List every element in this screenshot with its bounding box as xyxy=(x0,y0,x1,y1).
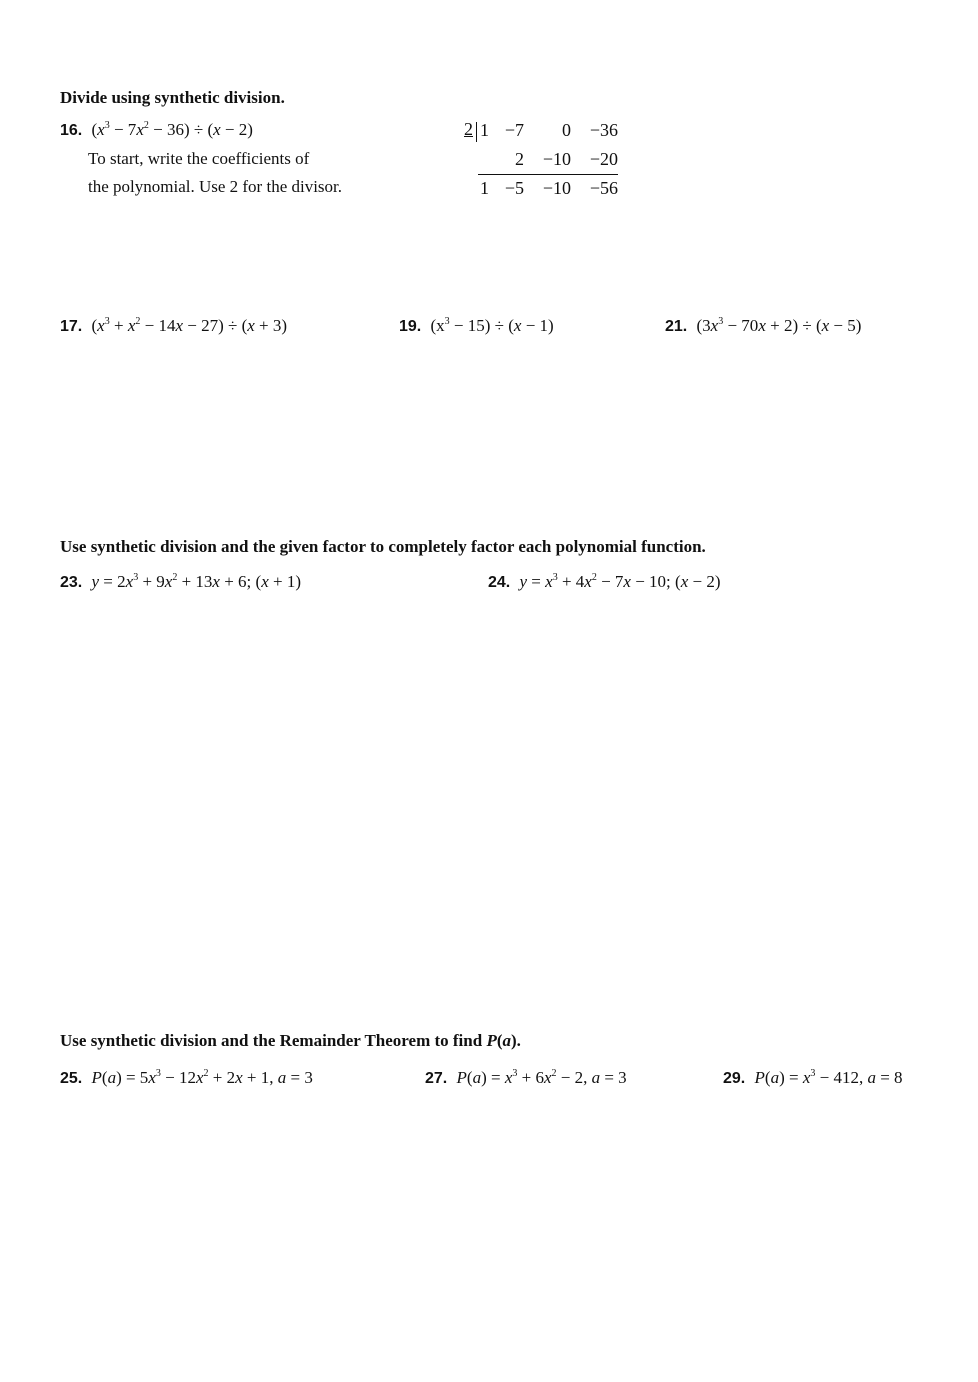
problem-16 xyxy=(60,120,253,140)
problem-expression: $(x^3 - 7x^2 - 36) \div (x - 2)$ xyxy=(91,120,253,139)
row2-cell: −20 xyxy=(589,149,618,169)
problem-expression: $(3x^3 - 70x + 2) \div (x - 5)$ xyxy=(696,316,862,335)
problem-number: 29. xyxy=(723,1070,746,1087)
row3-cell: −10 xyxy=(542,178,571,198)
problem-expression: $P(a) = x^3 - 412$, a = 8 xyxy=(754,1068,903,1087)
problem-number: 24. xyxy=(488,574,511,591)
problem-expression: $P(a) = x^3 + 6x^2 - 2$, a = 3 xyxy=(456,1068,627,1087)
problem-expression: $(x^3 - 15) \div (x - 1)$ xyxy=(430,316,554,335)
row2-cell: 2 xyxy=(515,149,524,169)
problem-21 xyxy=(665,316,861,336)
problem-29 xyxy=(723,1068,903,1088)
heading-text: Use synthetic division and the Remainder Theorem to find xyxy=(60,1031,487,1050)
problem-23 xyxy=(60,572,301,592)
problem-number: 25. xyxy=(60,1070,83,1087)
problem-19 xyxy=(399,316,554,336)
section-heading-2: Use synthetic division and the given factor to completely factor each polynomial function. xyxy=(60,537,706,556)
problem-number: 17. xyxy=(60,318,83,335)
problem-number: 27. xyxy=(425,1070,448,1087)
row3-cell: 1 xyxy=(480,178,489,198)
row1-cell: −7 xyxy=(504,120,524,140)
section-heading-1: Divide using synthetic division. xyxy=(60,88,285,107)
divisor: 2 xyxy=(464,119,473,139)
problem-number: 19. xyxy=(399,318,422,335)
problem-number: 21. xyxy=(665,318,688,335)
heading-open-paren: ( xyxy=(496,1031,503,1050)
problem-number: 16. xyxy=(60,122,83,139)
section-heading-3 xyxy=(60,1031,521,1051)
row1-cell: 1 xyxy=(480,120,489,140)
problem-expression: $P(a) = 5x^3 - 12x^2 + 2x + 1$, a = 3 xyxy=(91,1068,313,1087)
row3-cell: −56 xyxy=(589,178,618,198)
example-note-line-2: the polynomial. Use 2 for the divisor. xyxy=(88,177,343,196)
problem-25 xyxy=(60,1068,313,1088)
example-note-line-1: To start, write the coefficients of xyxy=(88,149,310,168)
problem-17 xyxy=(60,316,287,336)
row1-cell: −36 xyxy=(589,120,618,140)
heading-close-paren: ). xyxy=(511,1031,521,1050)
problem-expression: $y = 2x^3 + 9x^2 + 13x + 6$; (x + 1) xyxy=(91,572,301,591)
problem-expression: $(x^3 + x^2 - 14x - 27) \div (x + 3)$ xyxy=(91,316,288,335)
problem-24 xyxy=(488,572,721,592)
problem-expression: $y = x^3 + 4x^2 - 7x - 10$; (x − 2) xyxy=(519,572,721,591)
heading-a: a xyxy=(502,1031,512,1050)
row2-cell: −10 xyxy=(542,149,571,169)
sum-line xyxy=(478,174,618,175)
row3-cell: −5 xyxy=(504,178,524,198)
problem-27 xyxy=(425,1068,627,1088)
row1-cell: 0 xyxy=(562,120,571,140)
heading-p: P xyxy=(486,1031,497,1050)
problem-number: 23. xyxy=(60,574,83,591)
